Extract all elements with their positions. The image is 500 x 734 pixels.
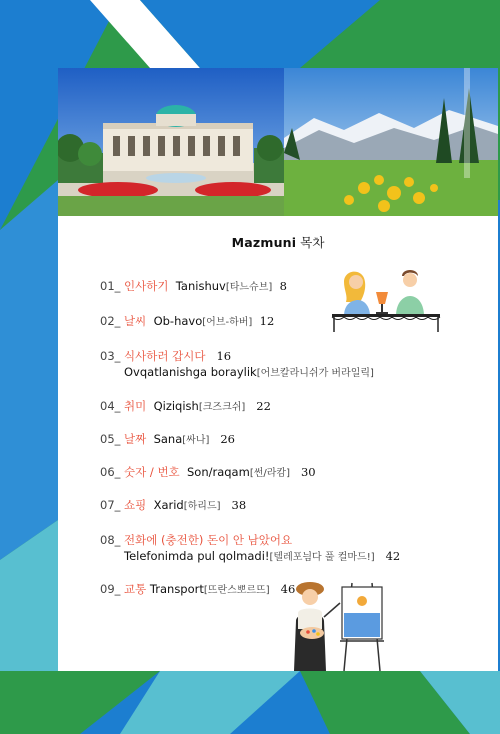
toc-pron: [썬/라캄] [249,468,290,479]
toc-pron: [크즈크쉬] [198,402,246,413]
toc-num: 08_ [100,533,121,547]
toc-entry-03-sub[interactable] [124,365,374,381]
toc-uz: Xarid [153,498,184,512]
toc-entry-08-sub[interactable] [124,549,400,565]
couple-dining-illustration [330,262,442,332]
toc-page [58,68,498,671]
toc-num: 02_ [100,314,121,328]
toc-page: 46 [280,582,296,596]
toc-uz: Ob-havo [153,314,203,328]
page-title [58,233,498,251]
toc-entry-02[interactable] [100,314,274,330]
toc-num: 05_ [100,432,121,446]
toc-num: 06_ [100,465,121,479]
museum-photo [58,68,284,216]
toc-entry-06[interactable] [100,465,316,481]
toc-ko: 숫자 / 번호 [124,465,180,479]
toc-ko: 교통 [124,582,147,596]
toc-entry-09[interactable] [100,582,295,598]
toc-entry-01[interactable] [100,279,287,295]
toc-num: 09_ [100,582,121,596]
toc-uz: Sana [153,432,183,446]
toc-page: 26 [220,432,235,446]
toc-entry-04[interactable] [100,399,271,415]
toc-pron: [하리드] [183,501,221,512]
toc-num: 01_ [100,279,121,293]
toc-page: 8 [279,279,287,293]
toc-ko: 인사하기 [124,279,169,293]
toc-pron: [어브칼라니쉬가 버라일릭] [256,368,374,379]
toc-pron: [싸나] [182,435,210,446]
title-main: Mazmuni [231,235,297,250]
toc-num: 03_ [100,349,121,363]
toc-entry-07[interactable] [100,498,246,514]
toc-uz: Transport [149,582,204,596]
toc-ko: 쇼핑 [124,498,147,512]
toc-ko: 전화에 (충전한) 돈이 안 남았어요 [124,533,293,547]
toc-uz: Son/raqam [186,465,250,479]
toc-pron: [어브-하버] [202,317,253,328]
toc-page: 38 [231,498,247,512]
toc-uz: Qiziqish [153,399,199,413]
painter-easel-illustration [282,573,392,671]
toc-num: 04_ [100,399,121,413]
toc-page: 16 [216,349,232,363]
toc-entry-03[interactable] [100,349,231,363]
title-ko: 목차 [300,235,325,250]
toc-entry-08[interactable] [100,533,292,547]
toc-page: 42 [385,549,401,563]
toc-page: 30 [300,465,316,479]
toc-pron: [타느슈브] [225,282,273,293]
toc-pron: [뜨란스뽀르뜨] [203,585,270,596]
toc-page: 12 [259,314,275,328]
toc-ko: 날짜 [124,432,147,446]
toc-uz: Tanishuv [175,279,226,293]
toc-entry-05[interactable] [100,432,235,448]
toc-ko: 날씨 [124,314,147,328]
toc-page: 22 [256,399,271,413]
toc-ko: 식사하러 갑시다 [124,349,206,363]
mountain-meadow-photo [284,68,498,216]
toc-num: 07_ [100,498,121,512]
toc-uz: Telefonimda pul qolmadi! [124,549,270,563]
toc-uz: Ovqatlanishga boraylik [124,365,257,379]
toc-ko: 취미 [124,399,147,413]
toc-pron: [텔레포늼다 풀 컬마드!] [269,552,375,563]
